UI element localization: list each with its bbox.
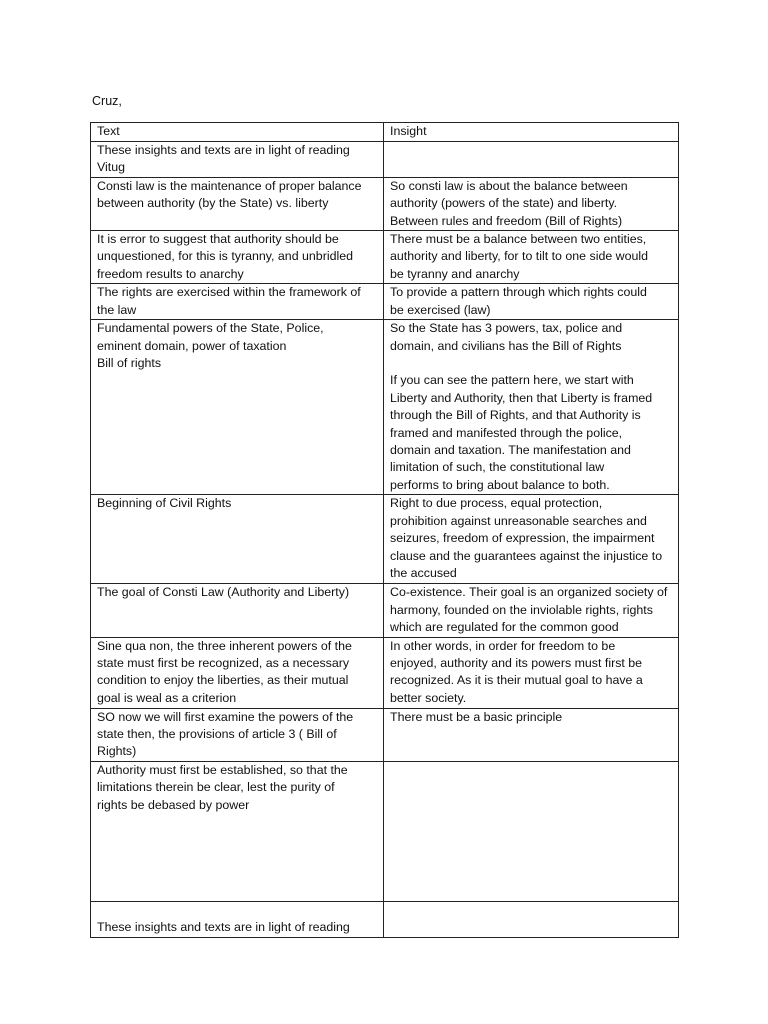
text-line: state then, the provisions of article 3 ( Bill of [97,726,337,741]
insight-cell [384,284,679,320]
insight-line: performs to bring about balance to both. [390,477,610,492]
text-line: unquestioned, for this is tyranny, and unbridled [97,249,354,264]
insight-cell [384,142,679,178]
insight-line: limitation of such, the constitutional law [390,460,605,475]
text-cell [91,708,384,761]
text-line: the law [97,302,137,317]
insight-line: harmony, founded on the inviolable rights, rights [390,602,653,617]
insight-line: enjoyed, authority and its powers must first be [390,655,643,670]
table-row [91,708,679,761]
insight-line: framed and manifested through the police, [390,425,623,440]
text-cell [91,495,384,584]
text-cell [91,142,384,178]
insight-line: recognized. As it is their mutual goal to have a [390,673,643,688]
text-line: These insights and texts are in light of reading [97,143,350,157]
text-cell [91,637,384,708]
insight-line: which are regulated for the common good [390,620,619,635]
text-line: Rights) [97,744,137,759]
text-cell [91,761,384,901]
insight-line: domain and taxation. The manifestation and [390,443,631,458]
insight-cell [384,761,679,901]
insight-line: the accused [390,565,457,580]
text-line: condition to enjoy the liberties, as their mutual [97,673,349,688]
text-line: state must first be recognized, as a necessary [97,655,350,670]
paragraph-gap [390,355,672,372]
table-row [91,320,679,495]
insight-cell [384,177,679,230]
text-cell [91,584,384,637]
text-cell [91,284,384,320]
insight-line: To provide a pattern through which rights could [390,285,647,300]
text-line: freedom results to anarchy [97,266,244,281]
text-line: between authority (by the State) vs. liberty [97,196,329,211]
greeting: Cruz, [92,94,122,108]
column-header-insight: Insight [384,123,679,142]
text-line: Vitug [97,160,126,175]
text-cell [91,320,384,495]
insight-line: be tyranny and anarchy [390,266,520,281]
table-row [91,584,679,637]
text-line: Beginning of Civil Rights [97,496,232,511]
text-line: rights be debased by power [97,797,250,812]
text-line: These insights and texts are in light of reading [97,920,350,935]
insight-line: authority and liberty, for to tilt to one side would [390,249,649,264]
insight-line: clause and the guarantees against the injustice to [390,548,663,563]
table-row [91,495,679,584]
insight-line: In other words, in order for freedom to be [390,638,616,653]
text-cell [91,901,384,937]
column-header-text: Text [91,123,384,142]
insight-line: better society. [390,690,467,705]
insight-line: authority (powers of the state) and liberty. [390,196,618,211]
table-row [91,761,679,901]
insight-line: So consti law is about the balance between [390,178,628,193]
text-cell [91,231,384,284]
text-line: The rights are exercised within the framework of [97,285,361,300]
table-row [91,637,679,708]
insight-line: Right to due process, equal protection, [390,496,603,511]
insight-cell [384,320,679,495]
insight-cell [384,231,679,284]
text-line: Sine qua non, the three inherent powers of the [97,638,352,653]
insight-cell [384,901,679,937]
insight-line: If you can see the pattern here, we start with [390,373,634,388]
table-row [91,901,679,937]
insight-line: Between rules and freedom (Bill of Rights) [390,213,623,228]
insight-cell [384,708,679,761]
insight-line: Co-existence. Their goal is an organized society of [390,585,668,600]
text-line: SO now we will first examine the powers of the [97,709,354,724]
insight-line: be exercised (law) [390,302,491,317]
text-line: limitations therein be clear, lest the purity of [97,780,335,795]
table-header-row [91,123,679,142]
insight-cell [384,584,679,637]
table-row [91,142,679,178]
insight-line: through the Bill of Rights, and that Authority is [390,408,641,423]
text-line: The goal of Consti Law (Authority and Liberty) [97,585,350,600]
notes-table [90,122,679,938]
text-cell [91,177,384,230]
table-row [91,177,679,230]
insight-cell [384,495,679,584]
insight-line: Liberty and Authority, then that Liberty is framed [390,390,653,405]
text-line: eminent domain, power of taxation [97,338,287,353]
text-line: goal is weal as a criterion [97,690,237,705]
insight-cell [384,637,679,708]
insight-line: domain, and civilians has the Bill of Rights [390,338,622,353]
text-line: Bill of rights [97,356,162,371]
text-line: Consti law is the maintenance of proper balance [97,178,362,193]
table-row [91,284,679,320]
text-line: Authority must first be established, so that the [97,762,348,777]
text-line: It is error to suggest that authority should be [97,232,339,247]
insight-line: seizures, freedom of expression, the impairment [390,531,655,546]
insight-line: There must be a balance between two entities, [390,232,647,247]
insight-line: prohibition against unreasonable searches and [390,513,647,528]
insight-line: There must be a basic principle [390,709,563,724]
insight-line: So the State has 3 powers, tax, police and [390,321,623,336]
text-line: Fundamental powers of the State, Police, [97,321,324,336]
table-row [91,231,679,284]
